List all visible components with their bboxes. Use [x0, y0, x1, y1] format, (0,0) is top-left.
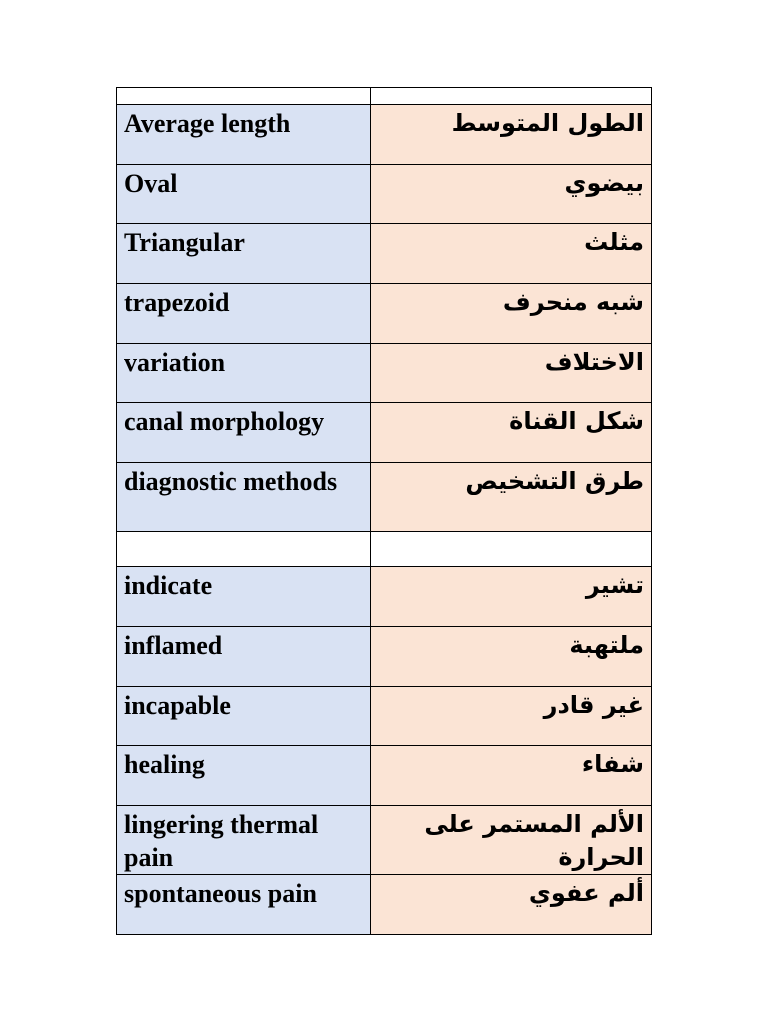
table-row	[117, 165, 652, 224]
english-term: Average length	[117, 105, 371, 165]
table-row	[117, 463, 652, 532]
arabic-translation: الألم المستمر على الحرارة	[371, 806, 652, 875]
english-term: healing	[117, 746, 371, 806]
table-row	[117, 875, 652, 935]
table-row	[117, 284, 652, 344]
table-row	[117, 687, 652, 746]
english-term: canal morphology	[117, 403, 371, 463]
blank-cell-arabic	[371, 532, 652, 567]
table-row	[117, 806, 652, 875]
table-row	[117, 344, 652, 403]
arabic-translation: ملتهبة	[371, 627, 652, 687]
table-row	[117, 403, 652, 463]
arabic-translation: شفاء	[371, 746, 652, 806]
arabic-translation: شكل القناة	[371, 403, 652, 463]
english-term: Oval	[117, 165, 371, 224]
table-header-row	[117, 88, 652, 105]
arabic-translation: شبه منحرف	[371, 284, 652, 344]
arabic-translation: مثلث	[371, 224, 652, 284]
english-term: indicate	[117, 567, 371, 627]
vocabulary-table	[116, 87, 652, 935]
english-term: lingering thermal pain	[117, 806, 371, 875]
english-term: variation	[117, 344, 371, 403]
arabic-translation: تشير	[371, 567, 652, 627]
table-row	[117, 105, 652, 165]
blank-cell-english	[117, 532, 371, 567]
table-row-blank	[117, 532, 652, 567]
table-row	[117, 627, 652, 687]
arabic-translation: غير قادر	[371, 687, 652, 746]
header-cell-arabic	[371, 88, 652, 105]
arabic-translation: ألم عفوي	[371, 875, 652, 935]
table-row	[117, 567, 652, 627]
arabic-translation: طرق التشخيص	[371, 463, 652, 532]
english-term: incapable	[117, 687, 371, 746]
table-row	[117, 746, 652, 806]
english-term: spontaneous pain	[117, 875, 371, 935]
arabic-translation: بيضوي	[371, 165, 652, 224]
arabic-translation: الاختلاف	[371, 344, 652, 403]
arabic-translation: الطول المتوسط	[371, 105, 652, 165]
header-cell-english	[117, 88, 371, 105]
table-row	[117, 224, 652, 284]
english-term: trapezoid	[117, 284, 371, 344]
english-term: diagnostic methods	[117, 463, 371, 532]
english-term: Triangular	[117, 224, 371, 284]
english-term: inflamed	[117, 627, 371, 687]
